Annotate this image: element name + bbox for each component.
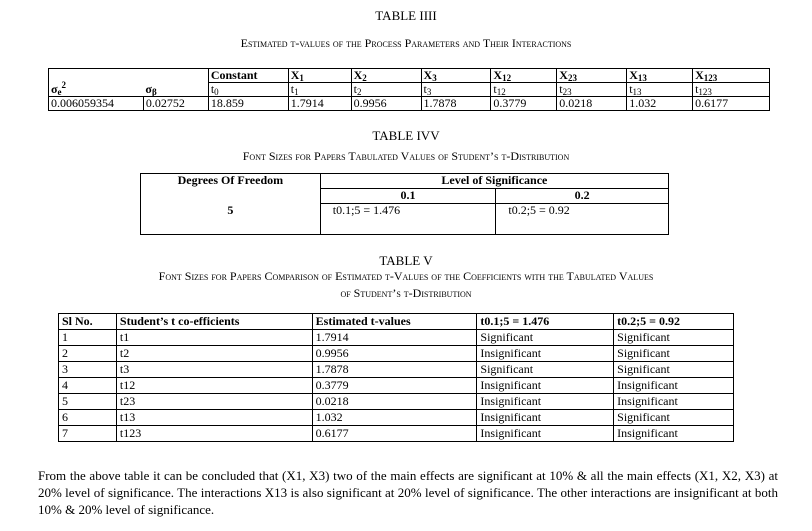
table6-title: TABLE V [379,253,433,268]
sl-cell: 6 [59,410,117,426]
coef-cell: t12 [116,378,312,394]
value-cell: 0.6177 [693,97,770,111]
table6-caption-line2: of Student’s t-Distribution [340,286,472,300]
table-row [59,346,734,362]
table5 [140,173,669,235]
dof-header: Degrees Of Freedom [141,174,321,204]
t0-symbol: $t_0$ [208,83,288,97]
est-cell: 1.7878 [312,362,477,378]
sl-header: Sl No. [59,314,117,330]
value-cell: 0.0218 [557,97,627,111]
los-col-02: 0.2 [496,189,669,204]
result-20-cell: Significant [614,346,734,362]
coef-cell: t2 [116,346,312,362]
col-x123: $X_{123}$ [693,69,770,83]
result-10-cell: Insignificant [477,346,614,362]
value-cell: 0.9956 [351,97,421,111]
table-row [59,394,734,410]
t2-symbol: $t_2$ [351,83,421,97]
t23-symbol: $t_{23}$ [557,83,627,97]
value-cell: 1.032 [627,97,693,111]
table4-title: TABLE IIII [375,8,437,23]
table4 [48,68,770,111]
table-row [59,410,734,426]
col-x12: $X_{12}$ [491,69,557,83]
t01-header: t0.1;5 = 1.476 [477,314,614,330]
result-10-cell: Insignificant [477,378,614,394]
t-value-01: t0.1;5 = 1.476 [320,204,496,235]
value-cell: 18.859 [208,97,288,111]
table6-header-row [59,314,734,330]
table4-header-row [49,69,770,83]
table4-symbol-row [49,83,770,97]
result-10-cell: Insignificant [477,426,614,442]
col-x13: $X_{13}$ [627,69,693,83]
result-20-cell: Insignificant [614,394,734,410]
table6 [58,313,734,442]
result-20-cell: Insignificant [614,378,734,394]
table5-title: TABLE IVV [372,128,440,143]
sl-cell: 4 [59,378,117,394]
table-row [59,330,734,346]
col-x2: $X_2$ [351,69,421,83]
constant-header: Constant [208,69,288,83]
t02-header: t0.2;5 = 0.92 [614,314,734,330]
sigma-beta-symbol: $\sigma_\beta$ [143,83,208,97]
value-cell: 1.7914 [288,97,351,111]
est-cell: 0.0218 [312,394,477,410]
col-x3: $X_3$ [421,69,491,83]
table4-value-row [49,97,770,111]
value-cell: 1.7878 [421,97,491,111]
t1-symbol: $t_1$ [288,83,351,97]
sl-cell: 5 [59,394,117,410]
col-x23: $X_{23}$ [557,69,627,83]
sl-cell: 3 [59,362,117,378]
t12-symbol: $t_{12}$ [491,83,557,97]
result-20-cell: Significant [614,330,734,346]
t-value-02: t0.2;5 = 0.92 [496,204,669,235]
est-header: Estimated t-values [312,314,477,330]
result-10-cell: Significant [477,362,614,378]
table4-caption: Estimated t-values of the Process Parameters and Their Interactions [240,36,572,50]
table6-caption-line1: Font Sizes for Papers Comparison of Estimated t-Values of the Coefficients with the Tabulated Values [158,269,654,283]
coef-cell: t23 [116,394,312,410]
result-20-cell: Insignificant [614,426,734,442]
los-header: Level of Significance [320,174,668,189]
table-row [59,426,734,442]
sl-cell: 1 [59,330,117,346]
coef-cell: t3 [116,362,312,378]
table-row [59,378,734,394]
result-20-cell: Significant [614,410,734,426]
value-cell: 0.3779 [491,97,557,111]
table5-caption: Font Sizes for Papers Tabulated Values of Student’s t-Distribution [242,149,570,163]
coef-cell: t123 [116,426,312,442]
est-cell: 1.032 [312,410,477,426]
value-cell: 0.006059354 [49,97,144,111]
table-row [59,362,734,378]
coef-cell: t1 [116,330,312,346]
result-20-cell: Significant [614,362,734,378]
est-cell: 0.3779 [312,378,477,394]
dof-value: 5 [141,204,321,235]
est-cell: 1.7914 [312,330,477,346]
result-10-cell: Significant [477,330,614,346]
col-x1: $X_1$ [288,69,351,83]
coef-header: Student’s t co-efficients [116,314,312,330]
t123-symbol: $t_{123}$ [693,83,770,97]
est-cell: 0.9956 [312,346,477,362]
coef-cell: t13 [116,410,312,426]
los-col-01: 0.1 [320,189,496,204]
conclusion-paragraph: From the above table it can be concluded that (X1, X3) two of the main effects are significant at 10% & all the main effects (X1, X2, X3) at 20% level of significance. The interactions X13 is also significant at 20% level of significance. The other interactions are insignificant at both 10% & 20% level of significance. [38,468,778,517]
sl-cell: 2 [59,346,117,362]
t13-symbol: $t_{13}$ [627,83,693,97]
sigma-e-symbol: $\sigma_e^2$ [49,83,144,97]
value-cell: 0.02752 [143,97,208,111]
t3-symbol: $t_3$ [421,83,491,97]
result-10-cell: Insignificant [477,394,614,410]
sl-cell: 7 [59,426,117,442]
est-cell: 0.6177 [312,426,477,442]
result-10-cell: Insignificant [477,410,614,426]
